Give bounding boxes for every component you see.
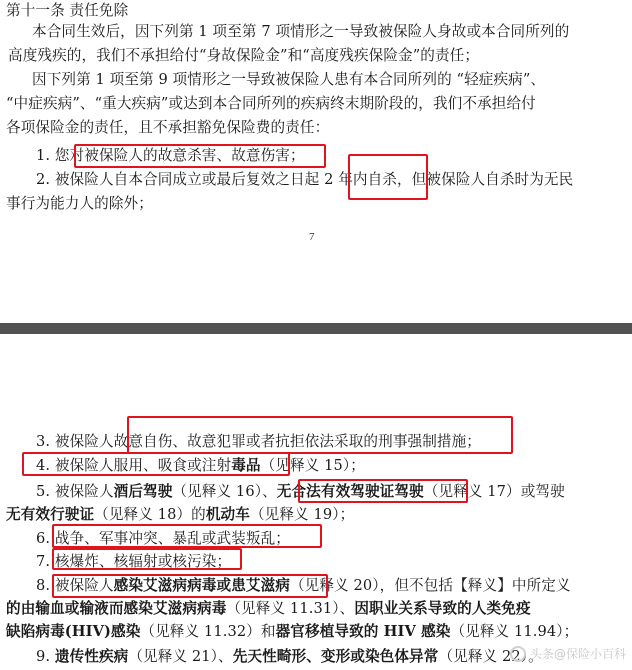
exclusion-item-7: 7. 核爆炸、核辐射或核污染； — [36, 553, 232, 570]
page-number: 7 — [309, 231, 315, 243]
item-8-transfusion: 的由输血或输液而感染艾滋病病毒 — [6, 600, 227, 617]
item-5-ref-19: （见释义 19）； — [249, 506, 355, 523]
item-9-hereditary: 遗传性疾病 — [54, 648, 129, 665]
exclusion-item-5-line-2 — [6, 505, 632, 525]
item-9-ref-22: （见释义 22）。 — [438, 648, 543, 665]
watermark-text: 头条@保险小百科 — [529, 647, 626, 661]
document-page-top — [0, 0, 632, 323]
exclusion-item-6: 6. 战争、军事冲突、暴乱或武装叛乱； — [36, 530, 290, 547]
exclusion-item-8-line-1 — [36, 576, 632, 596]
item-8-organ-transplant: 器官移植导致的 HIV 感染 — [275, 623, 451, 640]
item-8-text-a: 8. 被保险人 — [36, 577, 114, 594]
item-5-drunk-driving: 酒后驾驶 — [113, 483, 173, 500]
exclusion-item-5-line-1 — [36, 482, 632, 502]
exclusion-item-4 — [36, 456, 632, 476]
item-8-ref-1194: （见释义 11.94）； — [450, 623, 579, 640]
paragraph-1-line-1: 本合同生效后，因下列第 1 项至第 7 项情形之一导致被保险人身故或本合同所列的 — [32, 23, 570, 40]
item-9-ref-21: （见释义 21）、 — [128, 648, 233, 665]
item-5-ref-18: （见释义 18）的 — [94, 506, 206, 523]
item-8-hiv-infection: 缺陷病毒(HIV)感染 — [6, 623, 141, 640]
exclusion-item-8-line-3 — [6, 622, 632, 642]
item-5-motor-vehicle: 机动车 — [205, 506, 250, 523]
document-page-bottom — [0, 334, 632, 670]
item-4-ref: （见释义 15）； — [260, 457, 365, 474]
item-5-text-a: 5. 被保险人 — [36, 483, 114, 500]
exclusion-item-1: 1. 您对被保险人的故意杀害、故意伤害； — [36, 147, 305, 164]
watermark — [510, 645, 626, 662]
item-8-hiv: 感染艾滋病病毒或患艾滋病 — [113, 577, 290, 594]
paragraph-2-line-3: 各项保险金的责任，且不承担豁免保险费的责任： — [6, 119, 330, 136]
item-5-no-license: 无合法有效驾驶证驾驶 — [276, 483, 424, 500]
item-8-ref-1132: （见释义 11.32）和 — [140, 623, 276, 640]
paragraph-2-line-2: “中症疾病”、“重大疾病”或达到本合同所列的疾病终末期阶段的，我们不承担给付 — [6, 95, 536, 112]
item-5-no-registration: 无有效行驶证 — [6, 506, 95, 523]
item-8-occupational: 因职业关系导致的人类免疫 — [354, 600, 531, 617]
item-5-ref-16: （见释义 16）、 — [172, 483, 277, 500]
item-8-text-c: （见释义 20），但不包括【释义】中所定义 — [289, 577, 571, 594]
paragraph-1-line-2: 高度残疾的，我们不承担给付“身故保险金”和“高度残疾保险金”的责任； — [8, 47, 480, 64]
item-5-ref-17: （见释义 17）或驾驶 — [423, 483, 565, 500]
item-9-congenital: 先天性畸形、变形或染色体异常 — [232, 648, 439, 665]
item-4-drugs: 毒品 — [231, 457, 261, 474]
item-4-text: 4. 被保险人服用、吸食或注射 — [36, 457, 232, 474]
item-9-number: 9. — [36, 648, 55, 665]
exclusion-item-2-line-2: 事行为能力人的除外； — [6, 195, 153, 212]
exclusion-item-8-line-2 — [6, 599, 632, 619]
article-title: 第十一条 责任免除 — [6, 2, 129, 19]
watermark-logo-icon — [510, 646, 526, 662]
page-divider — [0, 323, 632, 334]
paragraph-2-line-1: 因下列第 1 项至第 9 项情形之一导致被保险人患有本合同所列的 “轻症疾病”、 — [32, 71, 546, 88]
exclusion-item-2-line-1: 2. 被保险人自本合同成立或最后复效之日起 2 年内自杀，但被保险人自杀时为无民 — [36, 171, 574, 188]
exclusion-item-3: 3. 被保险人故意自伤、故意犯罪或者抗拒依法采取的刑事强制措施； — [36, 433, 481, 450]
item-8-ref-1131: （见释义 11.31）、 — [226, 600, 355, 617]
